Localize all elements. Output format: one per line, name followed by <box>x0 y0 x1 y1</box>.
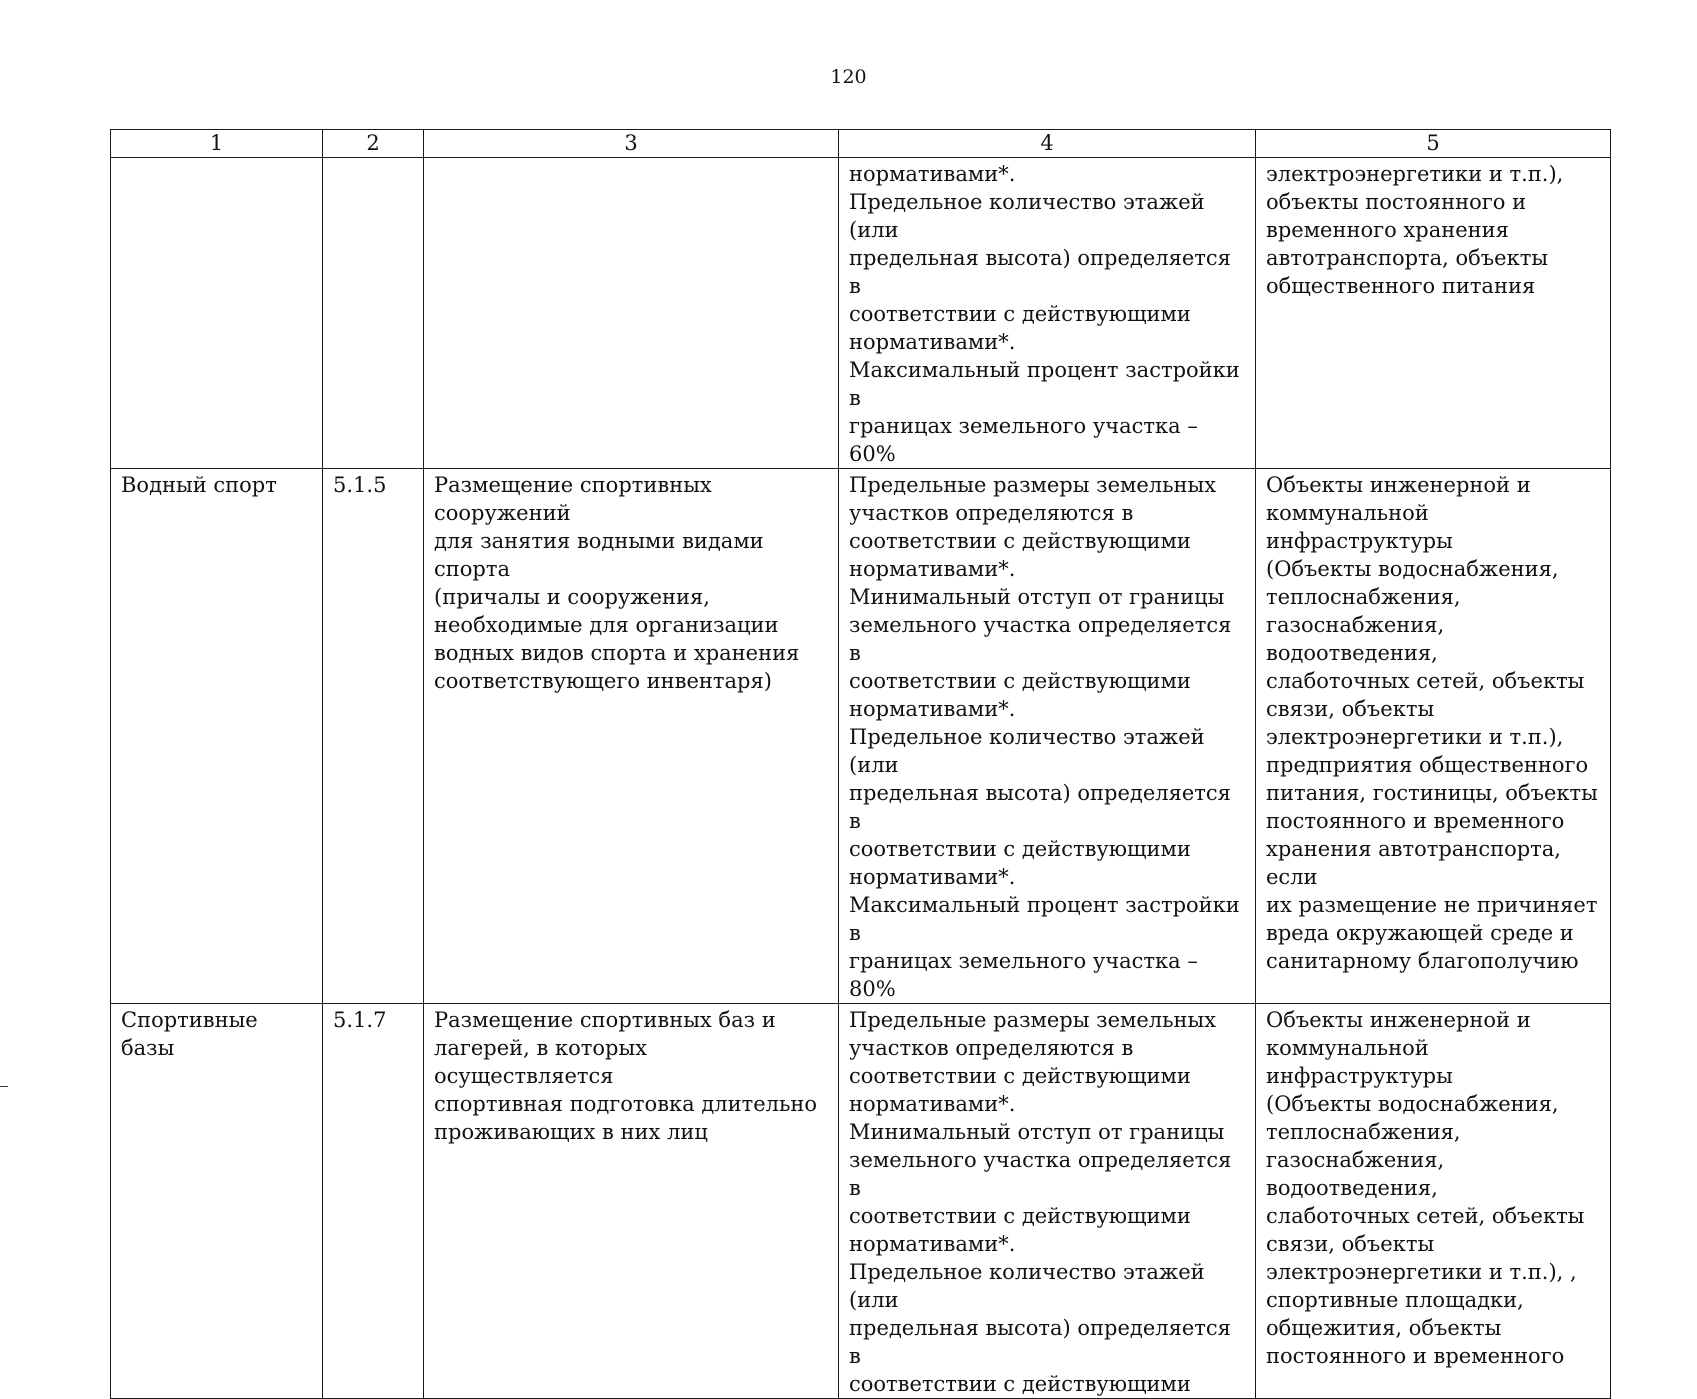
column-header-4: 4 <box>839 130 1256 158</box>
auxiliary-uses-cell: электроэнергетики и т.п.), объекты постоянного и временного хранения автотранспорта, объекты общественного питания <box>1256 158 1611 469</box>
use-type-name-cell: Спортивные базы <box>111 1004 323 1399</box>
use-type-description-cell: Размещение спортивных баз и лагерей, в которых осуществляется спортивная подготовка длительно проживающих в них лиц <box>424 1004 839 1399</box>
auxiliary-uses-cell: Объекты инженерной и коммунальной инфраструктуры (Объекты водоснабжения, теплоснабжения, газоснабжения, водоотведения, слаботочных сетей, объекты связи, объекты электроэнергетики и т.п.), предприятия общественного питания, гостиницы, объекты постоянного и временного хранения автотранспорта, если их размещение не причиняет вреда окружающей среде и санитарному благополучию <box>1256 469 1611 1004</box>
parameters-cell: Предельные размеры земельных участков определяются в соответствии с действующими нормативами*. Минимальный отступ от границы земельного участка определяется в соответствии с действующими нормативами*. Предельное количество этажей (или предельная высота) определяется в соответствии с действующими нормативами*. Максимальный процент застройки в границах земельного участка – 80% <box>839 469 1256 1004</box>
land-use-table <box>110 129 1611 1399</box>
auxiliary-uses-cell: Объекты инженерной и коммунальной инфраструктуры (Объекты водоснабжения, теплоснабжения, газоснабжения, водоотведения, слаботочных сетей, объекты связи, объекты электроэнергетики и т.п.), , спортивные площадки, общежития, объекты постоянного и временного <box>1256 1004 1611 1399</box>
use-type-name-cell <box>111 158 323 469</box>
use-type-name-cell: Водный спорт <box>111 469 323 1004</box>
column-header-3: 3 <box>424 130 839 158</box>
margin-mark <box>0 1086 8 1087</box>
table-header-row <box>111 130 1611 158</box>
page-number: 120 <box>830 66 867 88</box>
use-type-code-cell <box>323 158 424 469</box>
use-type-description-cell <box>424 158 839 469</box>
table-row <box>111 469 1611 1004</box>
parameters-cell: Предельные размеры земельных участков определяются в соответствии с действующими нормативами*. Минимальный отступ от границы земельного участка определяется в соответствии с действующими нормативами*. Предельное количество этажей (или предельная высота) определяется в соответствии с действующими <box>839 1004 1256 1399</box>
column-header-5: 5 <box>1256 130 1611 158</box>
table-row <box>111 1004 1611 1399</box>
use-type-code-cell: 5.1.5 <box>323 469 424 1004</box>
use-type-description-cell: Размещение спортивных сооружений для занятия водными видами спорта (причалы и сооружения, необходимые для организации водных видов спорта и хранения соответствующего инвентаря) <box>424 469 839 1004</box>
table-row <box>111 158 1611 469</box>
parameters-cell: нормативами*. Предельное количество этажей (или предельная высота) определяется в соответствии с действующими нормативами*. Максимальный процент застройки в границах земельного участка – 60% <box>839 158 1256 469</box>
column-header-1: 1 <box>111 130 323 158</box>
column-header-2: 2 <box>323 130 424 158</box>
use-type-code-cell: 5.1.7 <box>323 1004 424 1399</box>
